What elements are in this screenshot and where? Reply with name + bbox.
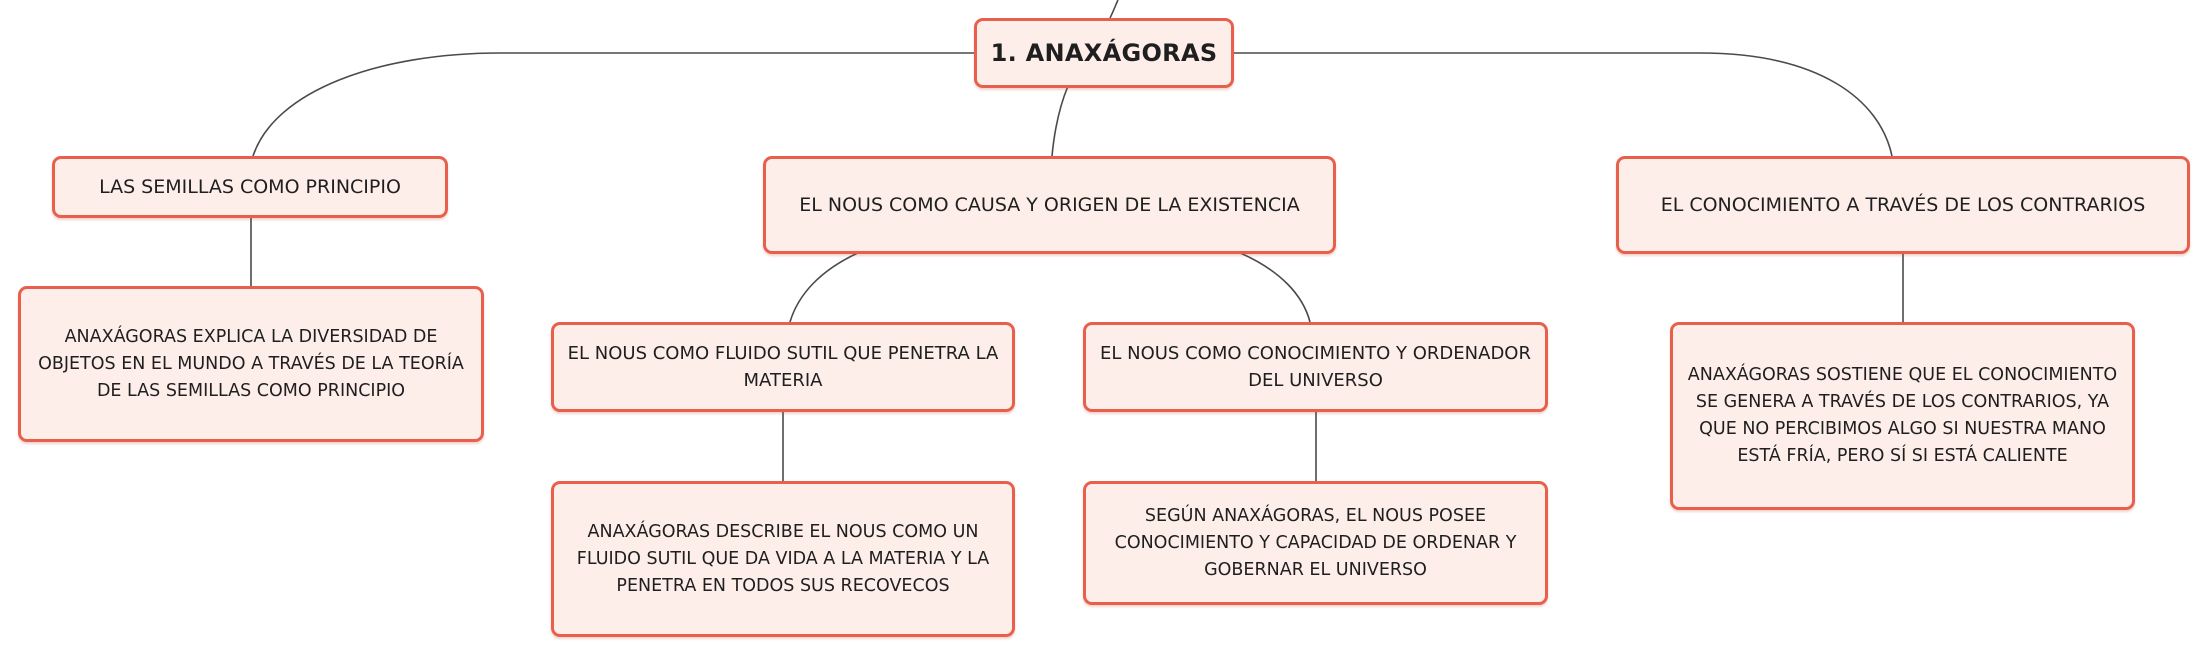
node-nous-order-detail-text: SEGÚN ANAXÁGORAS, EL NOUS POSEE CONOCIMIENTO Y CAPACIDAD DE ORDENAR Y GOBERNAR EL UNIVERSO xyxy=(1114,505,1517,580)
node-nous-fluid-label: EL NOUS COMO FLUIDO SUTIL QUE PENETRA LA MATERIA xyxy=(567,343,999,391)
node-nous-order-label: EL NOUS COMO CONOCIMIENTO Y ORDENADOR DEL UNIVERSO xyxy=(1100,343,1531,391)
node-seeds-principle[interactable] xyxy=(52,156,448,218)
node-nous-fluid-detail[interactable] xyxy=(551,481,1015,637)
node-seeds-detail[interactable] xyxy=(18,286,484,442)
node-contraries-detail-text: ANAXÁGORAS SOSTIENE QUE EL CONOCIMIENTO SE GENERA A TRAVÉS DE LOS CONTRARIOS, YA QUE NO PERCIBIMOS ALGO SI NUESTRA MANO ESTÁ FRÍA, PERO SÍ SI ESTÁ CALIENTE xyxy=(1687,365,2118,466)
connector-root-seeds xyxy=(253,53,978,156)
node-nous-fluid[interactable] xyxy=(551,322,1015,412)
node-seeds-detail-text: ANAXÁGORAS EXPLICA LA DIVERSIDAD DE OBJETOS EN EL MUNDO A TRAVÉS DE LA TEORÍA DE LAS SEMILLAS COMO PRINCIPIO xyxy=(38,326,464,401)
node-nous-order[interactable] xyxy=(1083,322,1548,412)
connector-root-nous xyxy=(1052,86,1068,156)
node-nous-order-detail[interactable] xyxy=(1083,481,1548,605)
connector-nous-fluid xyxy=(790,252,860,322)
connector-root-parent xyxy=(1110,0,1118,18)
root-node-label: 1. ANAXÁGORAS xyxy=(990,39,1218,67)
connector-nous-order xyxy=(1238,252,1310,322)
node-contraries-detail[interactable] xyxy=(1670,322,2135,510)
root-node-anaxagoras[interactable] xyxy=(974,18,1234,88)
connector-root-contraries xyxy=(1230,53,1892,156)
node-seeds-principle-label: LAS SEMILLAS COMO PRINCIPIO xyxy=(99,176,401,198)
node-nous-fluid-detail-text: ANAXÁGORAS DESCRIBE EL NOUS COMO UN FLUIDO SUTIL QUE DA VIDA A LA MATERIA Y LA PENETRA EN TODOS SUS RECOVECOS xyxy=(576,521,990,596)
node-nous-cause[interactable] xyxy=(763,156,1336,254)
node-nous-cause-label: EL NOUS COMO CAUSA Y ORIGEN DE LA EXISTENCIA xyxy=(799,194,1300,216)
node-contraries-knowledge-label: EL CONOCIMIENTO A TRAVÉS DE LOS CONTRARIOS xyxy=(1660,194,2146,216)
node-contraries-knowledge[interactable] xyxy=(1616,156,2190,254)
